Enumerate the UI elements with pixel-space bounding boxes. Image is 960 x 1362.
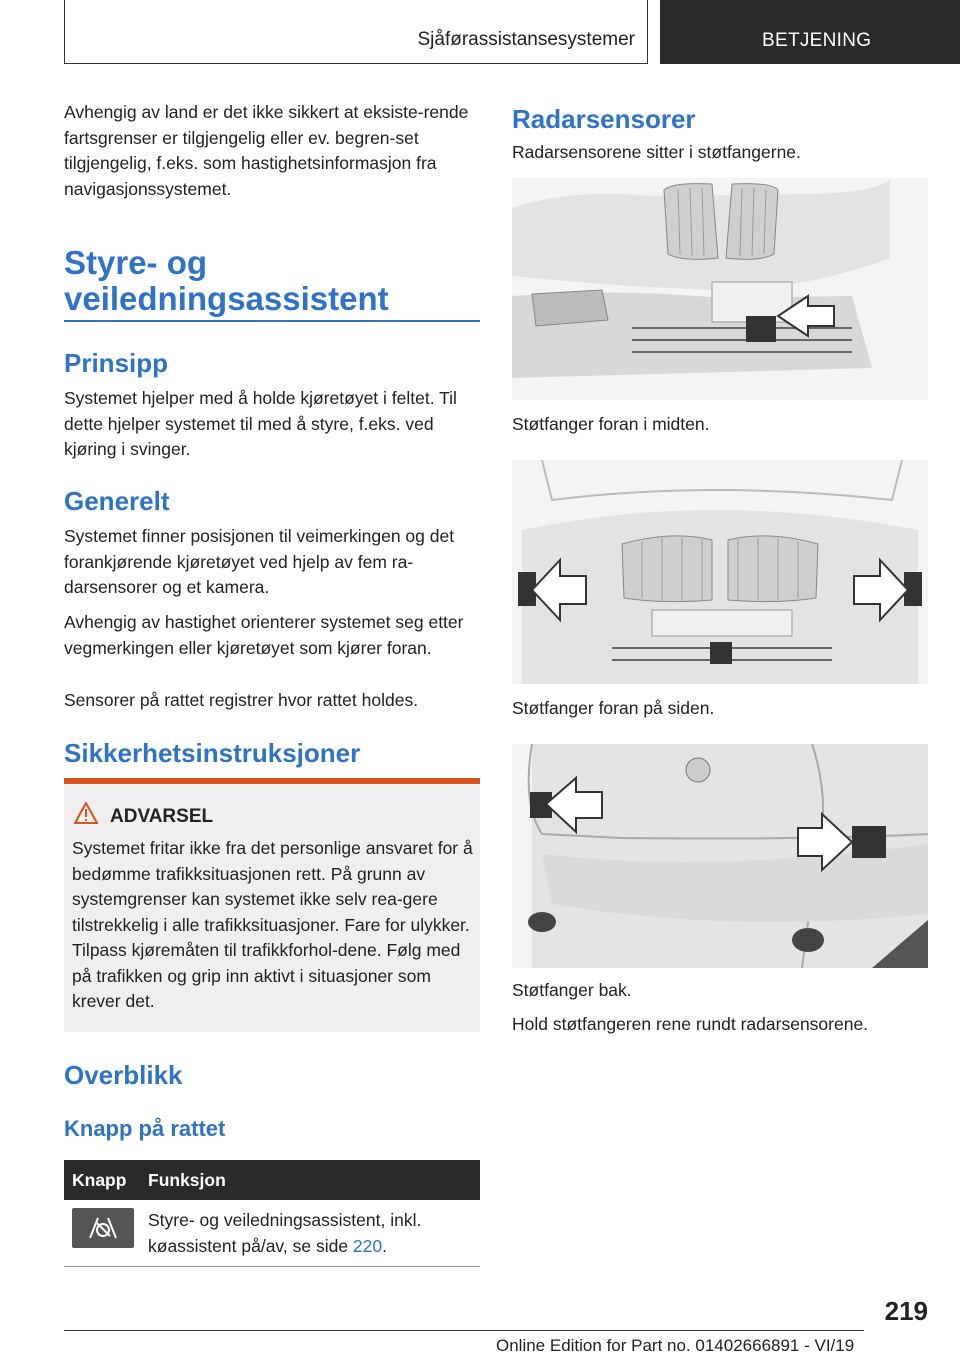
intro-paragraph: Avhengig av land er det ikke sikkert at eksiste-rende fartsgrenser er tilgjengelig eller ev. begren-set tilgjengelig, f.eks. som hastighetsinformasjon fra navigasjonssystemet. (64, 102, 469, 199)
table-header (64, 1160, 480, 1200)
table-col-button: Knapp (72, 1170, 127, 1190)
radar-heading: Radarsensorer (512, 104, 696, 134)
general-paragraph-3: Sensorer på rattet registrer hvor rattet holdes. (64, 690, 419, 710)
footer-rule (64, 1330, 864, 1331)
overview-heading: Overblikk (64, 1060, 183, 1090)
table-cell-function (148, 1208, 478, 1259)
general-paragraph-1: Systemet finner posisjonen til veimerkingen og det forankjørende kjøretøyet ved hjelp av fem ra-darsensorer og et kamera. (64, 526, 455, 597)
steering-assistant-button-icon (72, 1208, 134, 1248)
title-rule (64, 320, 480, 322)
warning-text: Systemet fritar ikke fra det personlige ansvaret for å bedømme trafikksituasjonen rett. På grunn av systemgrenser kan systemet ikke selv rea-gere tilstrekkelig i alle trafikksituasjoner. Fare for ulykker. Tilpass kjøremåten til trafikkforhol-dene. Følg med på trafikken og grip inn aktivt i situasjoner som krever det. (72, 838, 473, 1011)
button-heading: Knapp på rattet (64, 1116, 226, 1141)
function-text: Styre- og veiledningsassistent, inkl. køassistent på/av, se side (148, 1210, 422, 1256)
page-link[interactable]: 220 (352, 1235, 383, 1256)
rear-bumper-image (512, 744, 928, 968)
table-col-function: Funksjon (148, 1170, 226, 1190)
page-title-line2: veiledningsassistent (64, 280, 389, 317)
front-center-bumper-image (512, 178, 928, 400)
button-table (64, 1160, 480, 1267)
caption-front-center: Støtfanger foran i midten. (512, 414, 710, 434)
header-section-box (64, 0, 648, 64)
page-number: 219 (884, 1296, 928, 1326)
page-title-line1: Styre- og (64, 244, 208, 281)
warning-label: ADVARSEL (110, 806, 214, 827)
principle-text: Systemet hjelper med å holde kjøretøyet i feltet. Til dette hjelper systemet til med å styre, f.eks. ved kjøring i svinger. (64, 388, 457, 459)
header-chapter-box (660, 0, 960, 64)
caption-rear: Støtfanger bak. (512, 980, 632, 1000)
front-side-bumper-image (512, 460, 928, 684)
general-paragraph-2: Avhengig av hastighet orienterer systemet seg etter vegmerkingen eller kjøretøyet som kjører foran. (64, 612, 464, 658)
radar-intro: Radarsensorene sitter i støtfangerne. (512, 142, 801, 162)
closing-text: Hold støtfangeren rene rundt radarsensorene. (512, 1014, 869, 1034)
principle-heading: Prinsipp (64, 348, 169, 378)
function-text-end: . (382, 1235, 387, 1256)
footer-edition: Online Edition for Part no. 01402666891 - VI/19 (496, 1336, 855, 1355)
header-chapter-title: BETJENING (762, 30, 872, 51)
safety-heading: Sikkerhetsinstruksjoner (64, 738, 361, 768)
warning-box (64, 778, 480, 1032)
header-section-title: Sjåførassistansesystemer (417, 29, 635, 50)
caption-front-side: Støtfanger foran på siden. (512, 698, 715, 718)
table-row (64, 1200, 480, 1267)
general-heading: Generelt (64, 486, 170, 516)
warning-triangle-icon (74, 802, 98, 824)
